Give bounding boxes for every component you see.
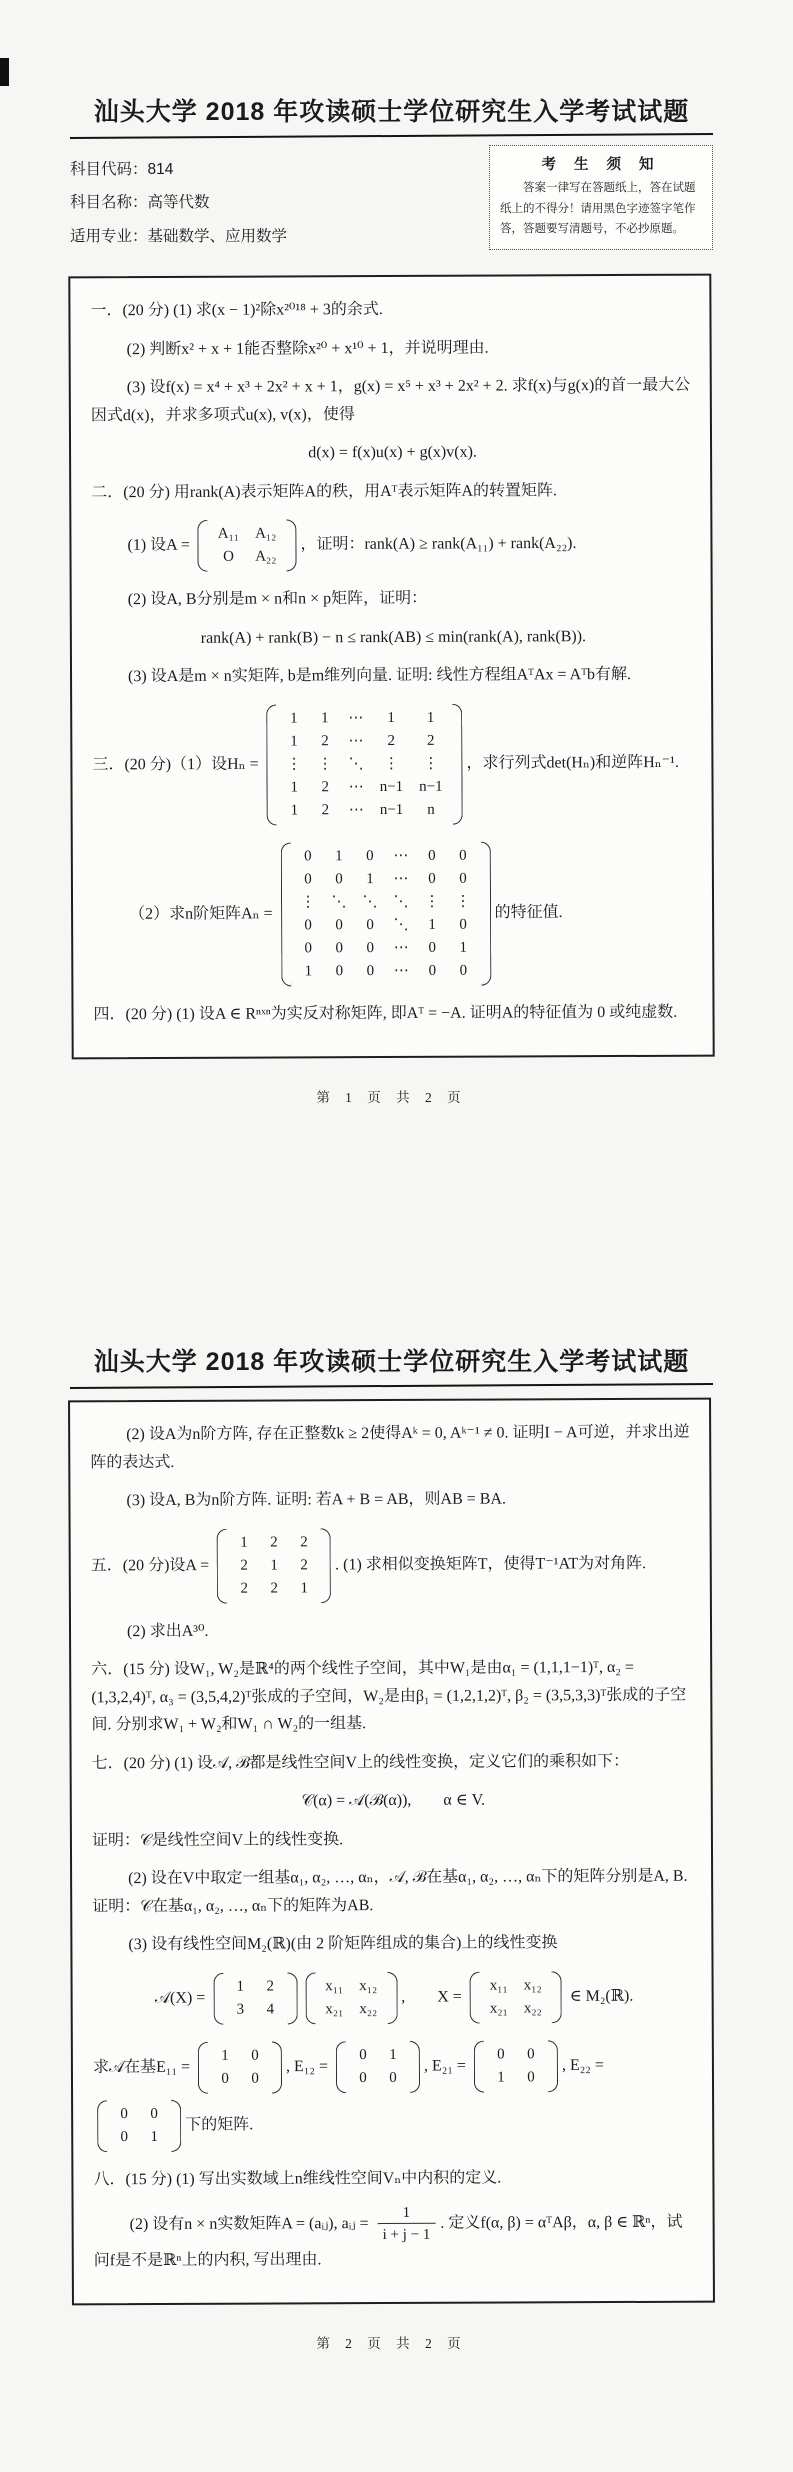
matrix-cell: 2 xyxy=(270,1580,278,1597)
matrix-entries xyxy=(227,1528,321,1603)
question-line xyxy=(92,584,695,614)
text-run: 的特征值. xyxy=(494,903,563,921)
matrix-cell: ⋯ xyxy=(348,709,364,726)
matrix-cell: ⋯ xyxy=(393,939,409,956)
matrix-cell: 1 xyxy=(150,2128,159,2145)
text-run: 一．(20 分) (1) 求(x − 1)²除x²⁰¹⁸ + 3的余式. xyxy=(90,300,383,320)
matrix-cell: 2 xyxy=(270,1534,278,1551)
matrix-cell: ⋯ xyxy=(348,778,364,795)
matrix-cell: x₂₂ xyxy=(523,2000,542,2017)
matrix-cell: 1 xyxy=(221,2047,229,2064)
text-run: 下的矩阵. xyxy=(185,2116,254,2134)
matrix-cell: 0 xyxy=(335,870,343,887)
matrix-entries xyxy=(223,1972,287,2024)
questions-box-page-1 xyxy=(68,274,714,1060)
matrix-cell: 1 xyxy=(426,709,435,726)
matrix-cell: 2 xyxy=(426,732,435,749)
matrix-cell: 0 xyxy=(428,870,436,887)
matrix-cell: 0 xyxy=(335,916,343,933)
matrix-cell: 0 xyxy=(459,916,467,933)
matrix-entries xyxy=(208,2041,272,2093)
text-run: 六．(15 分) 设W₁, W₂是ℝ⁴的两个线性子空间，其中W₁是由α₁ = (1,1,1−1)ᵀ, α₂ = (1,3,2,4)ᵀ, α₃ = (3,5,4,2)ᵀ张成的子空间，W₂是由β₁ = (1,2,1,2)ᵀ, β₂ = (3,5,3,3)ᵀ张成的子空间. 分别求W₁ + W₂和W₁ ∩ W₂的一组基. xyxy=(91,1659,687,1734)
text-run: (3) 设有线性空间M₂(ℝ)(由 2 阶矩阵组成的集合)上的线性变换 xyxy=(128,1934,558,1954)
matrix-cell: ⋱ xyxy=(331,893,347,910)
matrix-cell: 0 xyxy=(150,2105,158,2122)
matrix-cell: 0 xyxy=(428,847,436,864)
matrix-cell: ⋯ xyxy=(348,732,364,749)
matrix-cell: A₁₁ xyxy=(217,525,240,542)
matrix-cell: 0 xyxy=(304,870,312,887)
exam-meta xyxy=(70,145,287,253)
matrix-cell: 0 xyxy=(527,2046,535,2063)
page-2-footer: 第 2 页 共 2 页 xyxy=(316,2336,467,2352)
matrix-cell: ⋮ xyxy=(300,893,316,910)
fraction-aij xyxy=(377,2203,435,2246)
question-line xyxy=(93,998,696,1028)
text-run: , E₂₁ = xyxy=(423,2057,470,2075)
text-run: 二．(20 分) 用rank(A)表示矩阵A的秩，用Aᵀ表示矩阵A的转置矩阵. xyxy=(91,481,558,501)
question-line xyxy=(91,1615,694,1645)
matrix-cell: 0 xyxy=(459,870,467,887)
matrix-cell: 2 xyxy=(266,1978,275,1995)
question-line xyxy=(91,372,694,430)
text-run: d(x) = f(x)u(x) + g(x)v(x). xyxy=(308,443,477,462)
matrix-cell: x₂₁ xyxy=(489,2000,508,2017)
matrix-cell: 0 xyxy=(251,2047,259,2064)
left-paren xyxy=(266,704,277,825)
left-paren xyxy=(217,1528,227,1603)
matrix-cell: 1 xyxy=(240,1534,248,1551)
matrix-cell: 0 xyxy=(335,962,344,979)
matrix-cell: O xyxy=(223,548,234,565)
text-run: (2) 设A, B分别是m × n和n × p矩阵，证明： xyxy=(127,589,428,609)
matrix-X xyxy=(470,1971,562,2023)
text-run: , X = xyxy=(401,1988,466,2006)
matrix-block-A xyxy=(198,519,297,571)
right-paren xyxy=(480,841,491,985)
matrix-cell: ⋯ xyxy=(393,962,409,979)
question-line xyxy=(92,1824,695,1854)
text-run: (3) 设f(x) = x⁴ + x³ + 2x² + x + 1，g(x) = x⁵ + x³ + 2x² + 2. 求f(x)与g(x)的首一最大公因式d(x)，并求多项式u(x), v(x)，使得 xyxy=(90,376,691,424)
question-line xyxy=(92,1747,695,1777)
matrix-cell: 0 xyxy=(359,2046,367,2063)
questions-box-page-2 xyxy=(68,1398,715,2306)
matrix-cell: ⋯ xyxy=(348,801,364,818)
left-paren xyxy=(305,1972,315,2024)
matrix-An xyxy=(280,841,491,986)
text-run: ∈ M₂(ℝ). xyxy=(565,1987,634,2005)
right-paren xyxy=(548,2040,558,2092)
matrix-cell: 0 xyxy=(497,2046,505,2063)
left-paren xyxy=(474,2040,484,2092)
header-row xyxy=(70,145,713,253)
text-run: (3) 设A, B为n阶方阵. 证明: 若A + B = AB，则AB = BA. xyxy=(126,1490,507,1510)
matrix-cell: 1 xyxy=(270,1557,278,1574)
matrix-cell: 1 xyxy=(428,916,436,933)
matrix-cell: ⋮ xyxy=(424,893,440,910)
matrix-cell: 0 xyxy=(304,939,313,956)
matrix-cell: 3 xyxy=(236,2001,245,2018)
matrix-cell: ⋱ xyxy=(362,893,378,910)
text-run: . (1) 求相似变换矩阵T，使得T⁻¹AT为对角阵. xyxy=(335,1554,647,1574)
matrix-cell: 0 xyxy=(459,847,467,864)
matrix-entries xyxy=(346,2041,410,2093)
right-paren xyxy=(387,1972,397,2024)
matrix-E12 xyxy=(336,2041,420,2093)
page-title: 汕头大学 2018 年攻读硕士学位研究生入学考试试题 xyxy=(93,98,690,126)
matrix-cell: 0 xyxy=(359,2069,367,2086)
text-run: 七．(20 分) (1) 设𝒜, ℬ都是线性空间V上的线性变换，定义它们的乘积如下： xyxy=(91,1752,630,1773)
matrix-cell: ⋮ xyxy=(286,755,302,773)
matrix-cell: n−1 xyxy=(379,801,404,818)
matrix-cell: 0 xyxy=(251,2070,259,2087)
question-line xyxy=(91,333,694,363)
matrix-cell: ⋱ xyxy=(393,916,409,933)
matrix-cell: 0 xyxy=(366,962,375,979)
matrix-E11 xyxy=(198,2041,282,2093)
matrix-cell: A₁₂ xyxy=(255,525,277,542)
text-run: rank(A) + rank(B) − n ≤ rank(AB) ≤ min(rank(A), rank(B)). xyxy=(200,627,587,647)
subject-name: 科目名称：高等代数 xyxy=(70,194,210,212)
question-line xyxy=(93,1967,696,2028)
matrix-X xyxy=(305,1972,397,2024)
right-paren xyxy=(286,519,296,571)
question-line xyxy=(90,1485,693,1515)
matrix-cell: ⋮ xyxy=(423,755,439,772)
text-run: (2) 设在V中取定一组基α₁, α₂, …, αₙ，𝒜, ℬ在基α₁, α₂, …, αₙ下的矩阵分别是A, B. 证明：𝒞在基α₁, α₂, …, αₙ下的矩阵为AB. xyxy=(92,1867,688,1916)
notice-body: 答案一律写在答题纸上，答在试题纸上的不得分！请用黑色字迹签字笔作答，答题要写清题号，不必抄原题。 xyxy=(500,182,696,236)
question-line xyxy=(92,1863,695,1921)
matrix-cell: n−1 xyxy=(419,778,443,795)
question-line xyxy=(92,699,696,829)
matrix-cell: ⋱ xyxy=(393,893,409,910)
title-divider xyxy=(70,1383,713,1389)
matrix-coefficient xyxy=(213,1972,297,2024)
matrix-Hn xyxy=(266,703,462,825)
matrix-cell: ⋯ xyxy=(393,847,409,864)
candidate-notice-box xyxy=(489,145,713,250)
matrix-cell: 1 xyxy=(321,709,329,726)
text-run: (2) 设A为n阶方阵, 存在正整数k ≥ 2使得Aᵏ = 0, Aᵏ⁻¹ ≠ 0. 证明I − A可逆，并求出逆阵的表达式. xyxy=(90,1423,690,1471)
text-run: (1) 设A = xyxy=(127,536,194,554)
matrix-E21 xyxy=(474,2040,558,2092)
question-line xyxy=(90,1419,693,1477)
right-paren xyxy=(452,703,463,824)
matrix-cell: x₁₂ xyxy=(359,1977,378,1994)
page-1-footer: 第 1 页 共 2 页 xyxy=(316,1090,467,1106)
matrix-cell: 1 xyxy=(335,847,343,864)
question-line xyxy=(90,295,693,325)
notice-title: 考 生 须 知 xyxy=(541,157,661,173)
matrix-cell: 1 xyxy=(290,732,298,750)
question-line xyxy=(93,2163,696,2193)
matrix-cell: 1 xyxy=(304,962,313,979)
matrix-cell: 0 xyxy=(120,2128,129,2145)
left-paren xyxy=(470,1971,480,2023)
matrix-cell: ⋯ xyxy=(393,870,409,887)
title-divider xyxy=(70,133,713,139)
matrix-cell: A₂₂ xyxy=(255,548,277,565)
matrix-cell: ⋮ xyxy=(455,893,471,910)
matrix-cell: 1 xyxy=(366,870,374,887)
text-run: 四．(20 分) (1) 设A ∈ Rⁿˣⁿ为实反对称矩阵, 即Aᵀ = −A. 证明A的特征值为 0 或纯虚数. xyxy=(93,1003,678,1023)
matrix-cell: 2 xyxy=(300,1557,308,1574)
text-run: （2）求n阶矩阵Aₙ = xyxy=(129,904,277,923)
matrix-cell: 2 xyxy=(387,732,396,749)
matrix-cell: 1 xyxy=(290,801,299,819)
left-paren xyxy=(213,1973,223,2025)
matrix-cell: 2 xyxy=(240,1557,248,1574)
text-run: (2) 判断x² + x + 1能否整除x²⁰ + x¹⁰ + 1，并说明理由. xyxy=(126,339,489,358)
question-line xyxy=(91,1523,694,1607)
matrix-cell: 1 xyxy=(389,2046,397,2063)
matrix-cell: 0 xyxy=(428,962,437,979)
matrix-cell: 1 xyxy=(300,1580,308,1597)
matrix-cell: n xyxy=(427,801,435,818)
matrix-cell: 2 xyxy=(321,778,329,795)
matrix-cell: x₂₁ xyxy=(325,2001,344,2018)
matrix-entries xyxy=(315,1972,387,2024)
matrix-cell: 1 xyxy=(459,939,468,956)
matrix-cell: 0 xyxy=(389,2069,397,2086)
text-run: ，证明：rank(A) ≥ rank(A₁₁) + rank(A₂₂). xyxy=(300,534,577,554)
right-paren xyxy=(287,1972,297,2024)
left-paren xyxy=(280,842,291,986)
matrix-cell: 0 xyxy=(428,939,437,956)
question-line xyxy=(91,515,694,576)
page-title: 汕头大学 2018 年攻读硕士学位研究生入学考试试题 xyxy=(93,1348,690,1377)
question-line xyxy=(93,2036,697,2155)
text-run: 八．(15 分) (1) 写出实数域上n维线性空间Vₙ中内积的定义. xyxy=(93,2169,502,2189)
matrix-cell: x₁₁ xyxy=(325,1978,344,1995)
left-paren xyxy=(198,2042,208,2094)
matrix-cell: 1 xyxy=(290,709,298,727)
matrix-cell: 2 xyxy=(240,1580,248,1597)
page-2 xyxy=(0,1106,793,2472)
matrix-cell: ⋮ xyxy=(383,755,399,772)
question-line xyxy=(92,622,695,652)
text-run: 𝒜(X) = xyxy=(154,1989,210,2007)
question-line xyxy=(92,661,695,691)
right-paren xyxy=(321,1528,331,1603)
text-run: 证明：𝒞是线性空间V上的线性变换. xyxy=(91,1830,344,1850)
matrix-cell: 0 xyxy=(304,916,312,933)
matrix-E22 xyxy=(97,2100,181,2152)
left-paren xyxy=(336,2041,346,2093)
question-line xyxy=(94,2202,697,2275)
matrix-cell: 2 xyxy=(300,1534,308,1551)
right-paren xyxy=(272,2041,282,2093)
fraction-numerator: 1 xyxy=(402,2205,411,2222)
matrix-A-sym xyxy=(217,1528,331,1603)
matrix-entries xyxy=(107,2100,171,2152)
text-run: , E₂₂ = xyxy=(561,2056,604,2074)
text-run: 五．(20 分)设A = xyxy=(90,1556,214,1575)
matrix-cell: 0 xyxy=(366,847,374,864)
question-line xyxy=(92,1929,695,1959)
matrix-cell: 1 xyxy=(387,709,395,726)
matrix-cell: ⋮ xyxy=(317,755,333,772)
text-run: (2) 设有n × n实数矩阵A = (aᵢⱼ), aᵢⱼ = xyxy=(129,2215,373,2234)
matrix-entries xyxy=(484,2040,548,2092)
matrix-cell: 2 xyxy=(321,801,330,818)
matrix-cell: 4 xyxy=(266,2001,275,2018)
text-run: 求𝒜在基E₁₁ = xyxy=(92,2058,195,2076)
applicable-majors: 适用专业：基础数学、应用数学 xyxy=(70,227,288,245)
matrix-entries xyxy=(208,519,287,571)
question-line xyxy=(93,837,697,990)
question-line xyxy=(91,476,694,506)
question-line xyxy=(91,438,694,468)
left-paren xyxy=(198,520,208,572)
text-run: (2) 求出A³⁰. xyxy=(126,1622,209,1640)
matrix-entries xyxy=(276,703,452,825)
matrix-cell: 0 xyxy=(335,939,344,956)
text-run: , E₁₂ = xyxy=(285,2057,333,2075)
matrix-cell: 0 xyxy=(459,962,468,979)
text-run: . 定义f(α, β) = αᵀAβ，α, β ∈ ℝⁿ，试问f是不是ℝⁿ上的内积, 写出理由. xyxy=(93,2213,683,2270)
fraction-denominator: i + j − 1 xyxy=(378,2223,436,2246)
question-line xyxy=(91,1654,694,1739)
text-run: 𝒞(α) = 𝒜(ℬ(α)), α ∈ V. xyxy=(301,1791,486,1810)
left-paren xyxy=(97,2100,107,2152)
matrix-cell: 2 xyxy=(321,732,329,749)
matrix-cell: ⋱ xyxy=(348,755,364,772)
matrix-cell: 0 xyxy=(221,2070,229,2087)
matrix-entries xyxy=(480,1971,552,2023)
matrix-cell: x₁₁ xyxy=(489,1977,508,1994)
matrix-entries xyxy=(290,841,481,986)
matrix-cell: n−1 xyxy=(379,778,404,795)
text-run: 三．(20 分)（1）设Hₙ = xyxy=(92,755,263,774)
matrix-cell: x₂₂ xyxy=(359,2000,378,2017)
text-run: ，求行列式det(Hₙ)和逆阵Hₙ⁻¹. xyxy=(466,753,679,772)
matrix-cell: x₁₂ xyxy=(523,1977,542,1994)
subject-code: 科目代码：814 xyxy=(70,161,174,178)
matrix-cell: 1 xyxy=(497,2069,505,2086)
matrix-cell: 0 xyxy=(304,847,312,864)
right-paren xyxy=(410,2041,420,2093)
matrix-cell: 0 xyxy=(120,2105,128,2122)
right-paren xyxy=(552,1971,562,2023)
page-1 xyxy=(0,0,793,1106)
matrix-cell: 0 xyxy=(366,939,375,956)
question-line xyxy=(92,1786,695,1816)
text-run: (3) 设A是m × n实矩阵, b是m维列向量. 证明: 线性方程组AᵀAx = Aᵀb有解. xyxy=(128,666,632,686)
matrix-cell: 1 xyxy=(236,1978,245,1995)
matrix-cell: 1 xyxy=(290,778,298,796)
matrix-cell: 0 xyxy=(527,2069,535,2086)
right-paren xyxy=(171,2100,181,2152)
matrix-cell: 0 xyxy=(366,916,374,933)
